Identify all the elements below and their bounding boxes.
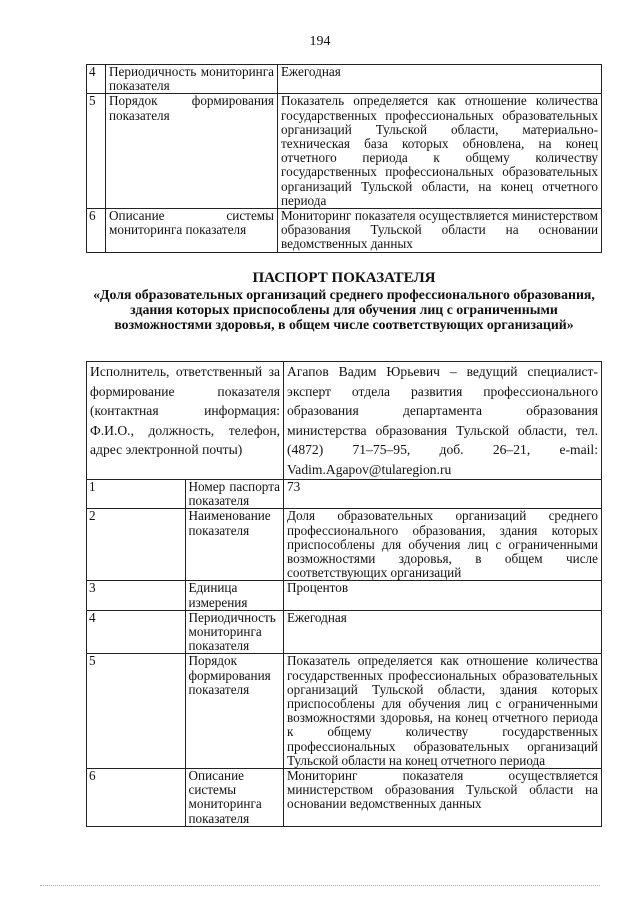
table-row: [87, 65, 602, 94]
row-number: 6: [87, 769, 186, 827]
row-value: Мониторинг показателя осуществляется министерством образования Тульской области на основании ведомственных данных: [284, 769, 602, 827]
page-number: 194: [309, 34, 331, 49]
row-label: Периодичность мониторинга показателя: [185, 610, 284, 654]
row-number: 4: [87, 610, 186, 654]
indicator-table-continued: [86, 64, 602, 253]
row-number: 1: [87, 480, 186, 509]
executor-label: Исполнитель, ответственный за формирование показателя (контактная информация: Ф.И.О., должность, телефон, адрес электронной почты): [87, 362, 284, 480]
row-label: Периодичность мониторинга показателя: [106, 65, 278, 94]
table-row: [87, 209, 602, 253]
executor-row: [87, 362, 602, 480]
passport-heading: [86, 270, 602, 332]
row-number: 3: [87, 581, 186, 610]
row-number: 2: [87, 509, 186, 581]
row-value: Мониторинг показателя осуществляется министерством образования Тульской области на основании ведомственных данных: [278, 209, 602, 253]
row-value: Доля образовательных организаций среднего профессионального образования, здания которых приспособлены для обучения лиц с ограниченными возможностями здоровья, в общем числе соответствующих организаций: [284, 509, 602, 581]
row-label: Порядок формирования показателя: [106, 94, 278, 209]
row-label: Порядок формирования показателя: [185, 654, 284, 769]
row-value: Показатель определяется как отношение количества государственных профессиональных образовательных организаций Тульской области, здания которых приспособлены для обучения лиц с ограниченными возможностями здоровья, на конец отчетного периода к общему количеству государственных профессиональных образовательных организаций Тульской области на конец отчетного периода: [284, 654, 602, 769]
row-label: Описание системы мониторинга показателя: [185, 769, 284, 827]
table-row: [87, 480, 602, 509]
row-label: Номер паспорта показателя: [185, 480, 284, 509]
row-label: Единица измерения: [185, 581, 284, 610]
row-value: Процентов: [284, 581, 602, 610]
row-label: Наименование показателя: [185, 509, 284, 581]
row-number: 6: [87, 209, 106, 253]
row-number: 5: [87, 94, 106, 209]
row-value: Показатель определяется как отношение количества государственных профессиональных образовательных организаций Тульской области, материально-техническая база которых обновлена, на конец отчетного периода к общему количеству государственных профессиональных образовательных организаций Тульской области, на конец отчетного периода: [278, 94, 602, 209]
table-bottom-body: [87, 362, 602, 827]
row-value: 73: [284, 480, 602, 509]
passport-subtitle: «Доля образовательных организаций среднего профессионального образования, здания которых приспособлены для обучения лиц с ограниченными возможностями здоровья, в общем числе соответствующих организаций»: [93, 287, 595, 332]
executor-value: Агапов Вадим Юрьевич – ведущий специалист-эксперт отдела развития профессионального образования департамента образования министерства образования Тульской области, тел. (4872) 71–75–95, доб. 26–21, e-mail: Vadim.Agapov@tularegion.ru: [284, 362, 602, 480]
row-value: Ежегодная: [284, 610, 602, 654]
scan-artifact-line: [40, 885, 600, 888]
row-value: Ежегодная: [278, 65, 602, 94]
table-row: [87, 509, 602, 581]
table-row: [87, 769, 602, 827]
row-number: 5: [87, 654, 186, 769]
row-number: 4: [87, 65, 106, 94]
table-top-body: [87, 65, 602, 253]
table-row: [87, 581, 602, 610]
table-row: [87, 94, 602, 209]
table-row: [87, 610, 602, 654]
table-row: [87, 654, 602, 769]
passport-title: ПАСПОРТ ПОКАЗАТЕЛЯ: [252, 270, 436, 286]
row-label: Описание системы мониторинга показателя: [106, 209, 278, 253]
indicator-passport-table: [86, 361, 602, 827]
